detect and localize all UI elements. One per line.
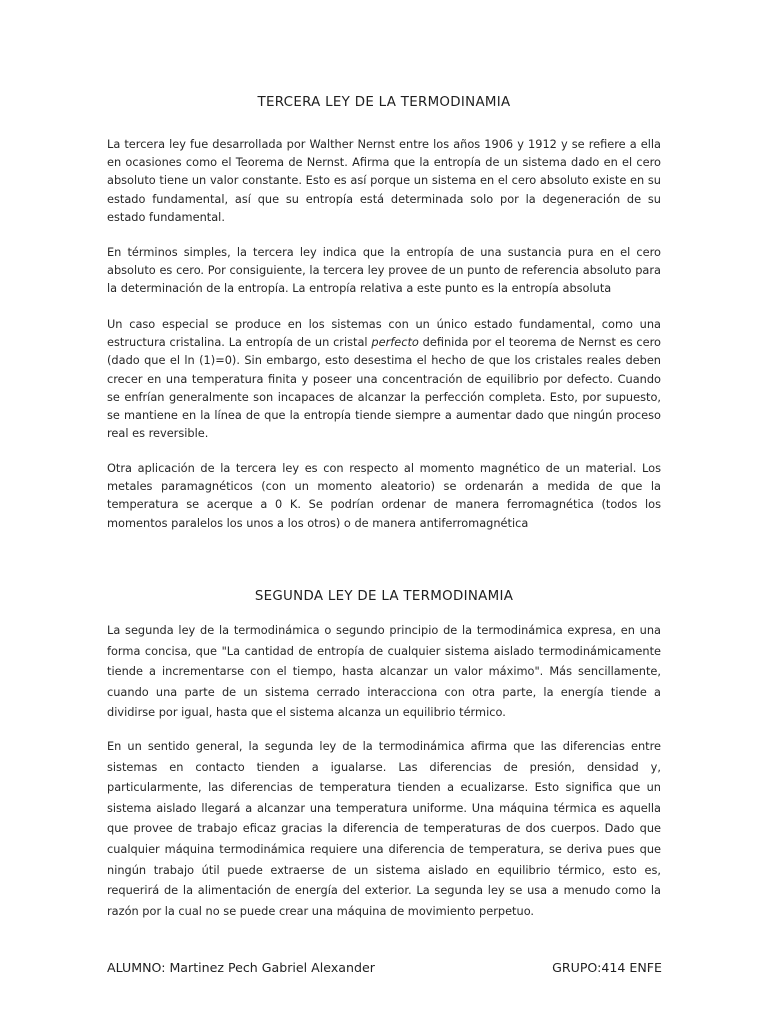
paragraph-tercera-ley-1: La tercera ley fue desarrollada por Walther Nernst entre los años 1906 y 1912 y se refiere a ella en ocasiones como el Teorema de Nernst. Afirma que la entropía de un sistema dado en el cero absoluto tiene un valor constante. Esto es así porque un sistema en el cero absoluto existe en su estado fundamental, así que su entropía está determinada solo por la degeneración de su estado fundamental.	[107, 137, 661, 224]
paragraph-tercera-ley-4: Otra aplicación de la tercera ley es con respecto al momento magnético de un material. Los metales paramagnéticos (con un momento aleatorio) se ordenarán a medida de que la temperatura se acerque a 0 K. Se podrían ordenar de manera ferromagnética (todos los momentos paralelos los unos a los otros) o de manera antiferromagnética	[107, 461, 661, 530]
paragraph-text: definida por el teorema de Nernst es cero (dado que el ln (1)=0). Sin embargo, esto desestima el hecho de que los cristales reales deben crecer en una temperatura finita y poseer una concentración de equilibrio por defecto. Cuando se enfrían generalmente son incapaces de alcanzar la perfección completa. Esto, por supuesto, se mantiene en la línea de que la entropía tiende siempre a aumentar dado que ningún proceso real es reversible.	[107, 335, 661, 441]
group-label: GRUPO:414 ENFE	[552, 960, 662, 975]
paragraph-tercera-ley-3	[107, 315, 661, 442]
emphasis-text: perfecto	[371, 335, 419, 350]
student-name: ALUMNO: Martinez Pech Gabriel Alexander	[107, 960, 375, 975]
paragraph-segunda-ley-2: En un sentido general, la segunda ley de la termodinámica afirma que las diferencias entre sistemas en contacto tienden a igualarse. Las diferencias de presión, densidad y, particularmente, las diferencias de temperatura tienden a ecualizarse. Esto significa que un sistema aislado llegará a alcanzar una temperatura uniforme. Una máquina térmica es aquella que provee de trabajo eficaz gracias la diferencia de temperaturas de dos cuerpos. Dado que cualquier máquina termodinámica requiere una diferencia de temperatura, se deriva pues que ningún trabajo útil puede extraerse de un sistema aislado en equilibrio térmico, esto es, requerirá de la alimentación de energía del exterior. La segunda ley se usa a menudo como la razón por la cual no se puede crear una máquina de movimiento perpetuo.	[107, 739, 661, 918]
paragraph-tercera-ley-2: En términos simples, la tercera ley indica que la entropía de una sustancia pura en el cero absoluto es cero. Por consiguiente, la tercera ley provee de un punto de referencia absoluto para la determinación de la entropía. La entropía relativa a este punto es la entropía absoluta	[107, 245, 661, 296]
paragraph-text: Un caso especial se produce en los sistemas con un único estado fundamental, como una estructura cristalina. La entropía de un cristal	[107, 317, 661, 350]
section-title-tercera-ley: TERCERA LEY DE LA TERMODINAMIA	[257, 95, 511, 110]
section-title-segunda-ley: SEGUNDA LEY DE LA TERMODINAMIA	[254, 589, 514, 604]
paragraph-segunda-ley-1: La segunda ley de la termodinámica o segundo principio de la termodinámica expresa, en una forma concisa, que "La cantidad de entropía de cualquier sistema aislado termodinámicamente tiende a incrementarse con el tiempo, hasta alcanzar un valor máximo". Más sencillamente, cuando una parte de un sistema cerrado interacciona con otra parte, la energía tiende a dividirse por igual, hasta que el sistema alcanza un equilibrio térmico.	[107, 623, 661, 720]
